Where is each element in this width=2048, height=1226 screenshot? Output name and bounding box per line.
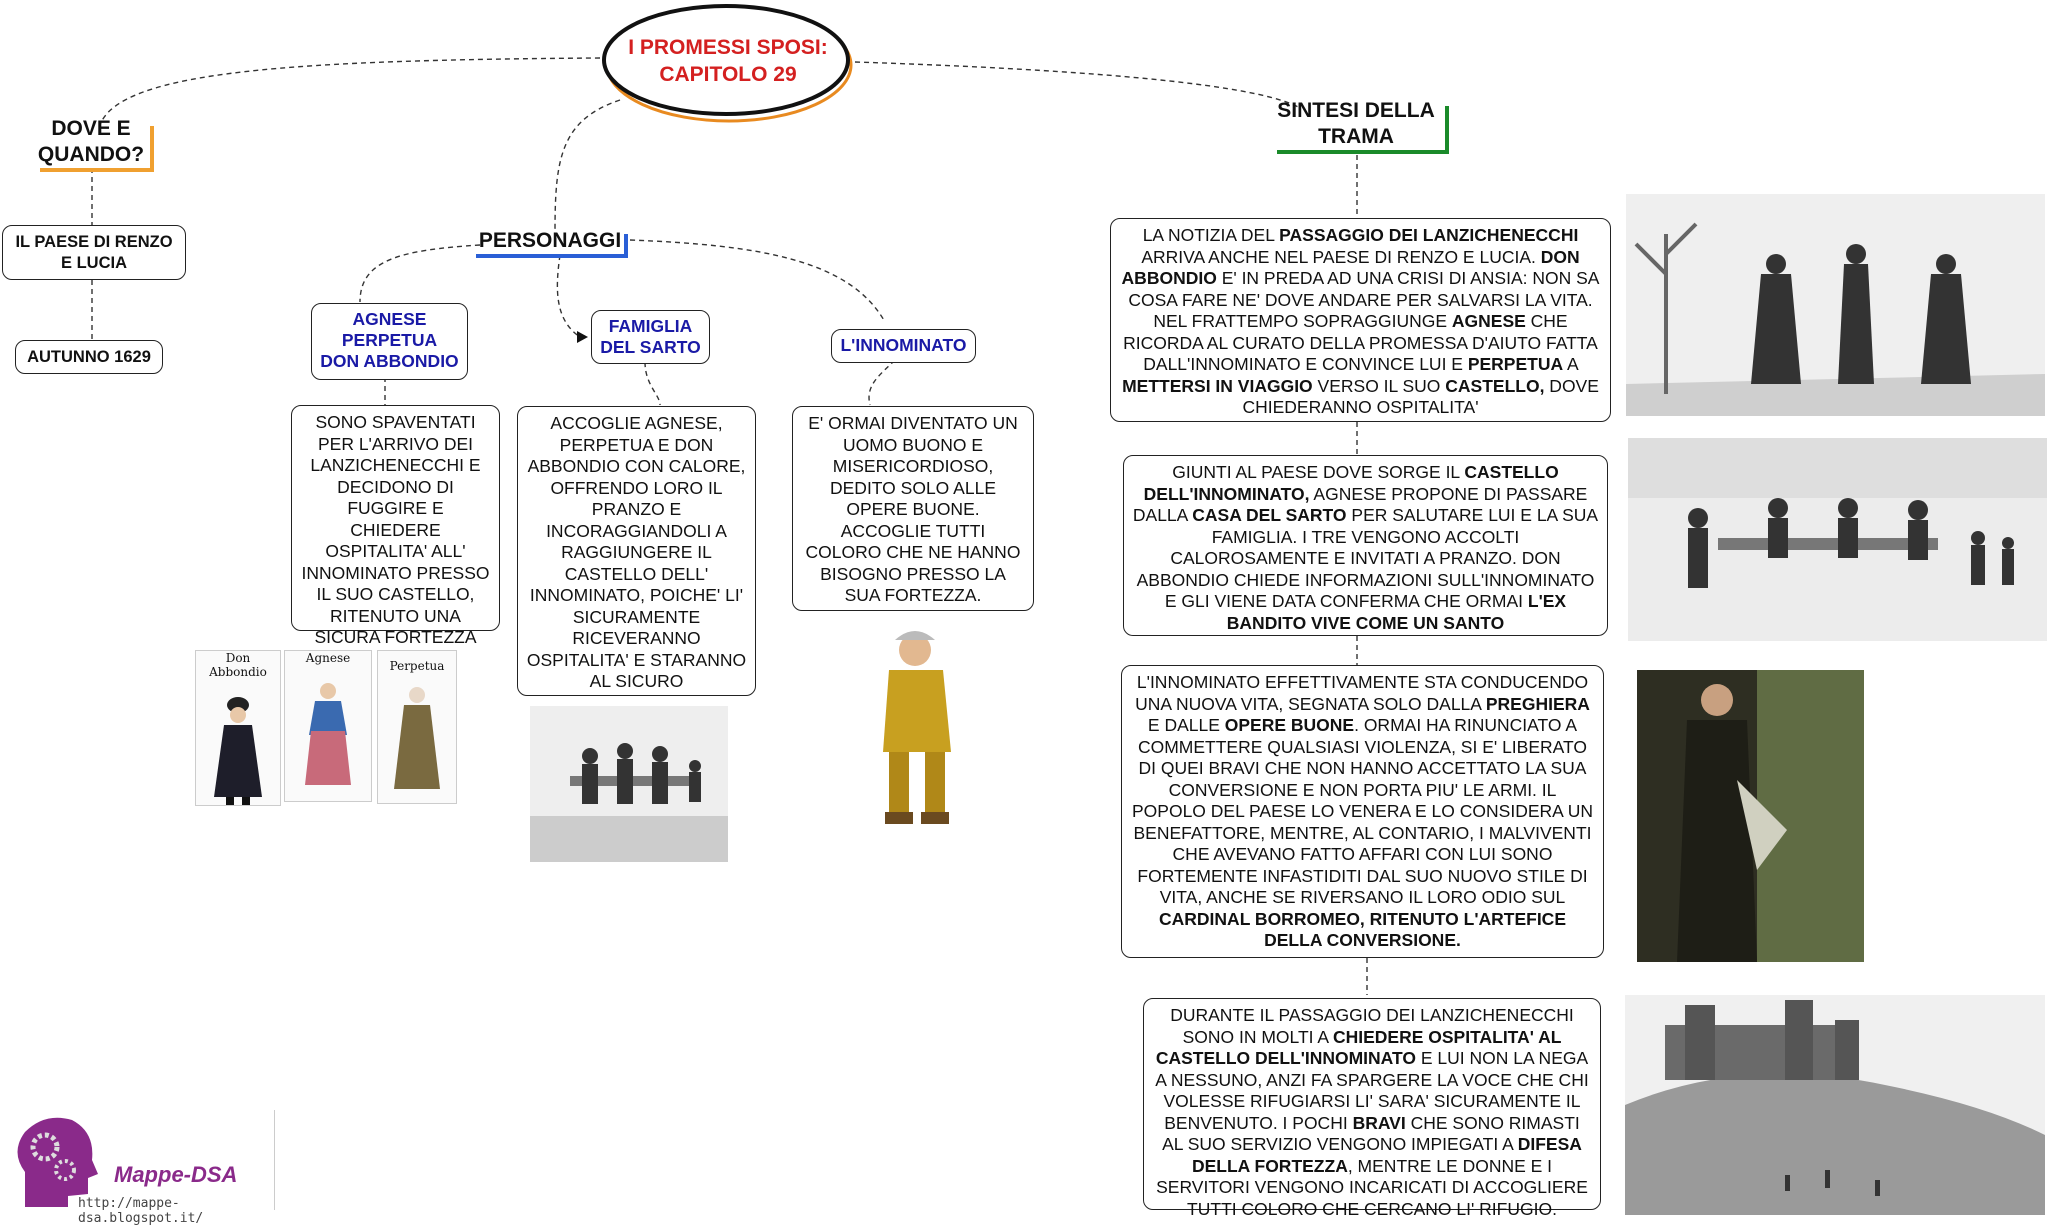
where-when-heading-line1: DOVE E xyxy=(51,117,131,140)
group3-description: E' ORMAI DIVENTATO UN UOMO BUONO E MISERICORDIOSO, DEDITO SOLO ALLE OPERE BUONE. ACCOGLIE TUTTI COLORO CHE NE HANNO BISOGNO PRESSO LA SUA FORTEZZA. xyxy=(792,406,1034,611)
tailor-family-image xyxy=(530,706,728,862)
group1-description: SONO SPAVENTATI PER L'ARRIVO DEI LANZICHENECCHI E DECIDONO DI FUGGIRE E CHIEDERE OSPITALITA' ALL' INNOMINATO PRESSO IL SUO CASTELLO, RITENUTO UNA SICURA FORTEZZA xyxy=(291,405,500,631)
characters-underline xyxy=(474,232,634,260)
text-run: CASTELLO DELL'INNOMINATO, xyxy=(1143,462,1559,504)
text-run: CASTELLO, xyxy=(1445,375,1545,396)
perpetua-caption: Perpetua xyxy=(389,659,445,673)
logo-name: Mappe-DSA xyxy=(114,1162,238,1187)
plot-heading-line2: TRAMA xyxy=(1318,125,1394,148)
characters-heading: PERSONAGGI xyxy=(478,229,622,252)
agnese-figure-icon xyxy=(285,665,371,797)
text-run: CASA DEL SARTO xyxy=(1192,505,1347,525)
tailor-family-illustration-icon xyxy=(530,706,728,862)
logo-url: http://mappe-dsa.blogspot.it/ xyxy=(78,1196,204,1226)
text-run: . ORMAI HA RINUNCIATO A COMMETTERE QUALSIASI VIOLENZA, SI E' LIBERATO DI QUEI BRAVI CHE NON HANNO ACCETTATO LA SUA CONVERSIONE E NON PORTA PIU' LE ARMI. IL POPOLO DEL PAESE LO VENERA E LO CONSIDERA UN BENEFATTORE, MENTRE, AL CONTARIO, I MALVIVENTI CHE AVEVANO FATTO AFFARI CON LUI SONO FORTEMENTE INFASTIDITI DAL SUO NUOVO STILE DI VITA, ANCHE SE RIVERSANO IL LORO ODIO SUL xyxy=(1132,715,1593,907)
text-run: A xyxy=(1563,354,1578,374)
text-run: DIFESA DELLA FORTEZZA xyxy=(1191,1134,1582,1176)
agnese-caption: Agnese xyxy=(305,651,351,665)
title-line-2: CAPITOLO 29 xyxy=(659,63,797,86)
arrow-head xyxy=(577,331,588,343)
text-run: VERSO IL SUO xyxy=(1312,375,1446,396)
text-run: L'EX BANDITO VIVE COME UN SANTO xyxy=(1226,591,1567,633)
plot-paragraph-2 xyxy=(1123,455,1608,636)
title-line-1: I PROMESSI SPOSI: xyxy=(628,36,828,59)
text-run: E LUI NON LA NEGA A NESSUNO, ANZI FA SPARGERE LA VOCE CHE CHI VOLESSE RIFUGIARSI LI' SARA' SICURAMENTE IL BENVENUTO. I POCHI xyxy=(1155,1048,1589,1133)
travel-illustration-icon xyxy=(1626,194,2045,416)
don-abbondio-figure-icon xyxy=(196,679,280,806)
text-run: , MENTRE LE DONNE E I SERVITORI VENGONO INCARICATI DI ACCOGLIERE TUTTI COLORO CHE CERCANO LI' RIFUGIO. xyxy=(1156,1155,1588,1219)
agnese-image xyxy=(284,650,372,802)
link-chars-g1 xyxy=(360,245,480,302)
text-run: CHE SONO RIMASTI AL SUO SERVIZIO VENGONO IMPIEGATI A xyxy=(1162,1112,1580,1154)
text-run: LA NOTIZIA DEL xyxy=(1142,225,1280,245)
text-run: DOVE CHIEDERANNO OSPITALITA' xyxy=(1242,375,1599,417)
text-run: E' IN PREDA AD UNA CRISI DI ANSIA: NON SA COSA FARE NE' DOVE ANDARE PER SALVARSI LA VITA. NEL FRATTEMPO SOPRAGGIUNGE xyxy=(1128,268,1600,331)
text-run: AGNESE PROPONE DI PASSARE DALLA xyxy=(1132,483,1588,525)
innominato-image xyxy=(855,622,979,840)
where-when-underline xyxy=(38,124,158,174)
innominato-prayer-illustration-icon xyxy=(1637,670,1864,962)
text-run: DON ABBONDIO xyxy=(1121,246,1580,288)
castle-image xyxy=(1625,995,2045,1215)
link-g2-text xyxy=(645,362,660,405)
innominato-figure-icon xyxy=(855,622,979,840)
link-chars-g2 xyxy=(557,255,580,337)
character-group-1 xyxy=(311,303,468,380)
group1-label-2: PERPETUA xyxy=(341,330,438,350)
group1-label-3: DON ABBONDIO xyxy=(320,351,459,371)
text-run: CARDINAL BORROMEO, RITENUTO L'ARTEFICE DELLA CONVERSIONE. xyxy=(1159,908,1566,950)
perpetua-image xyxy=(377,650,457,804)
text-run: BRAVI xyxy=(1352,1112,1406,1133)
innominato-prayer-image xyxy=(1637,670,1864,962)
castle-illustration-icon xyxy=(1625,995,2045,1215)
link-g3-text xyxy=(869,360,895,405)
tailor-house-image xyxy=(1628,438,2047,641)
text-run: AGNESE xyxy=(1451,311,1526,331)
place-node: IL PAESE DI RENZO E LUCIA xyxy=(2,225,186,280)
tailor-house-illustration-icon xyxy=(1628,438,2047,641)
text-run: ARRIVA ANCHE NEL PAESE DI RENZO E LUCIA. xyxy=(1141,246,1541,267)
plot-underline xyxy=(1275,104,1455,156)
where-when-heading-line2: QUANDO? xyxy=(37,143,145,166)
group2-label-2: DEL SARTO xyxy=(600,337,701,357)
text-run: CHIEDERE OSPITALITA' AL CASTELLO DELL'INNOMINATO xyxy=(1155,1026,1562,1068)
plot-paragraph-4 xyxy=(1143,998,1601,1219)
don-abbondio-image xyxy=(195,650,281,806)
perpetua-figure-icon xyxy=(378,673,456,799)
time-node: AUTUNNO 1629 xyxy=(15,340,163,374)
group2-label-1: FAMIGLIA xyxy=(608,316,693,336)
link-title-where xyxy=(100,58,600,125)
travel-image xyxy=(1626,194,2045,416)
group2-description: ACCOGLIE AGNESE, PERPETUA E DON ABBONDIO CON CALORE, OFFRENDO LORO IL PRANZO E INCORAGGIANDOLI A RAGGIUNGERE IL CASTELLO DELL' INNOMINATO, POICHE' LI' SICURAMENTE RICEVERANNO OSPITALITA' E STARANNO AL SICURO xyxy=(517,406,756,696)
text-run: PASSAGGIO DEI LANZICHENECCHI xyxy=(1279,225,1579,245)
plot-paragraph-1 xyxy=(1110,218,1611,422)
character-group-2 xyxy=(591,310,710,364)
page-title xyxy=(610,34,846,88)
link-title-plot xyxy=(855,62,1300,108)
text-run: PREGHIERA xyxy=(1485,693,1590,714)
text-run: E DALLE xyxy=(1147,715,1225,735)
text-run: CHE RICORDA AL CURATO DELLA PROMESSA D'AIUTO FATTA DALL'INNOMINATO E CONVINCE LUI E xyxy=(1123,311,1598,374)
plot-paragraph-3 xyxy=(1121,665,1604,958)
text-run: DURANTE IL PASSAGGIO DEI LANZICHENECCHI SONO IN MOLTI A xyxy=(1170,1005,1574,1047)
text-run: PER SALUTARE LUI E LA SUA FAMIGLIA. I TRE VENGONO ACCOLTI CALOROSAMENTE E INVITATI A PRANZO. DON ABBONDIO CHIEDE INFORMAZIONI SULL'INNOMINATO E GLI VIENE DATA CONFERMA CHE ORMAI xyxy=(1136,505,1599,611)
text-run: METTERSI IN VIAGGIO xyxy=(1122,375,1313,396)
character-group-3: L'INNOMINATO xyxy=(831,329,976,363)
logo[interactable] xyxy=(6,1112,280,1226)
text-run: OPERE BUONE xyxy=(1224,715,1355,735)
text-run: GIUNTI AL PAESE DOVE SORGE IL xyxy=(1172,462,1465,482)
don-abbondio-caption: Don Abbondio xyxy=(209,651,267,679)
logo-divider xyxy=(274,1110,275,1210)
plot-heading-line1: SINTESI DELLA xyxy=(1277,99,1435,122)
group1-label-1: AGNESE xyxy=(352,309,427,329)
text-run: PERPETUA xyxy=(1467,354,1564,374)
text-run: L'INNOMINATO EFFETTIVAMENTE STA CONDUCENDO UNA NUOVA VITA, SEGNATA SOLO DALLA xyxy=(1135,672,1589,714)
